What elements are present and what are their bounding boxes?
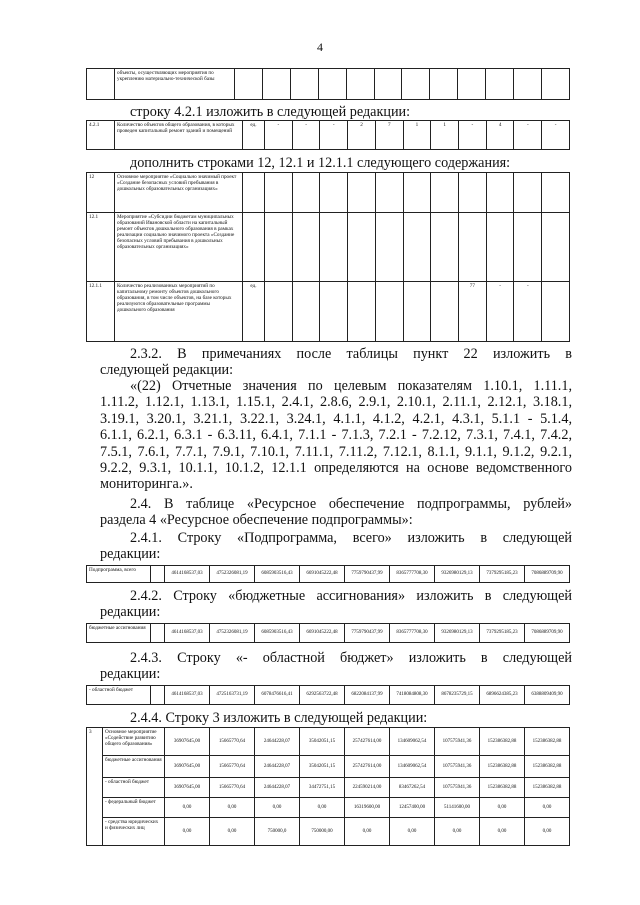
heading-421: строку 4.2.1 изложить в следующей редакции: [130, 104, 411, 120]
table-cell: 8678235729,15 [435, 686, 480, 705]
table-cell: 7086889709,90 [525, 624, 570, 643]
row-label: - областной бюджет [103, 778, 165, 798]
table-cell: 0,00 [345, 818, 390, 846]
table-cell: 77 [459, 281, 487, 341]
para-232-line-1: 2.3.2. В примечаниях после таблицы пункт 22 изложить в [130, 346, 572, 362]
table-cell: 107575941,36 [435, 728, 480, 756]
table-cell: 51141600,00 [435, 798, 480, 818]
page-number: 4 [317, 40, 323, 54]
para-22-line: 1.11.2, 1.12.1, 1.13.1, 1.15.1, 2.4.1, 2.8.6, 2.9.1, 2.10.1, 2.11.1, 2.12.1, 3.18.1, [100, 394, 572, 411]
table-cell: 257427614,00 [345, 756, 390, 778]
table-cell: 0,00 [480, 818, 525, 846]
row-number: 12 [87, 173, 115, 213]
table-subprogram-total [86, 565, 570, 583]
table-cell: 9326980129,13 [435, 566, 480, 583]
para-24 [100, 496, 572, 529]
table-cell: 6691045222,48 [300, 566, 345, 583]
table-cell: 36907645,00 [165, 756, 210, 778]
table-cell: - [486, 281, 514, 341]
table-cell: 0,00 [390, 818, 435, 846]
table-cell: 1 [431, 121, 459, 150]
table-cell: 6085903516,43 [255, 566, 300, 583]
table-cell: 7759790437,99 [345, 624, 390, 643]
para-22-line: 7.5.1, 7.6.1, 7.7.1, 7.9.1, 7.10.1, 7.11.1, 7.11.2, 7.12.1, 8.1.1, 9.1.1, 9.1.2, 9.2.1, [100, 443, 572, 460]
table-cell: 34472751,15 [300, 778, 345, 798]
table-cell: 0,00 [255, 798, 300, 818]
para-241-line-1: 2.4.1. Строку «Подпрограмма, всего» изложить в следующей [130, 530, 572, 546]
table-rows-12 [86, 172, 570, 342]
table-cell: 4752326081,19 [210, 566, 255, 583]
table-cell: 7379295185,23 [480, 566, 525, 583]
table-cell: 257427614,00 [345, 728, 390, 756]
table-cell: 36907645,00 [165, 728, 210, 756]
table-regional-budget [86, 685, 570, 705]
table-cell: 152386382,88 [525, 756, 570, 778]
row-label: - средства юридических и физических лиц [103, 818, 165, 846]
para-22-line: 6.1.1, 6.2.1, 6.3.1 - 6.3.11, 6.4.1, 7.1.1 - 7.1.3, 7.2.1 - 7.2.12, 7.3.1, 7.4.1, 7.4.2, [100, 427, 572, 444]
para-232-line-2: следующей редакции: [100, 362, 234, 379]
table-cell: 35042051,15 [300, 728, 345, 756]
table-cell: - [459, 121, 487, 150]
table-cell: - [542, 121, 570, 150]
table-cell: 83467262,54 [390, 778, 435, 798]
table-cell: - [320, 121, 348, 150]
table-cell: 8365777708,30 [390, 566, 435, 583]
para-232 [100, 346, 572, 379]
row-label: - федеральный бюджет [103, 798, 165, 818]
table-cell: 6292563722,48 [300, 686, 345, 705]
row-number: 12.1 [87, 213, 115, 281]
table-cell: 16319600,00 [345, 798, 390, 818]
table-cell: 107575941,36 [435, 756, 480, 778]
table-cell: 4752326081,19 [210, 624, 255, 643]
para-243-line-1: 2.4.3. Строку «- областной бюджет» изложить в следующей [130, 650, 572, 666]
table-cell: 750000,00 [300, 818, 345, 846]
table-cell: 7379295185,23 [480, 624, 525, 643]
table-cell: 152386382,88 [525, 728, 570, 756]
para-241 [100, 530, 572, 563]
table-cell: 12457400,00 [390, 798, 435, 818]
table-cell: 0,00 [210, 798, 255, 818]
row-unit: ед. [243, 281, 265, 341]
table-cell: 24644228,07 [255, 728, 300, 756]
table-cell: 1 [403, 121, 431, 150]
table-cell: 36907645,00 [165, 778, 210, 798]
table-cell: 0,00 [435, 818, 480, 846]
table-cell: 4614168537,03 [165, 566, 210, 583]
table-cell: 152386382,88 [480, 778, 525, 798]
row-label: - областной бюджет [87, 686, 151, 705]
table-cell: - [265, 121, 293, 150]
table-budget-allocations [86, 623, 570, 643]
table-cell: - [514, 281, 542, 341]
para-243-line-2: редакции: [100, 666, 161, 683]
table-cell: 0,00 [525, 818, 570, 846]
table-cell: 9326980129,13 [435, 624, 480, 643]
table-cell: 4614168537,03 [165, 686, 210, 705]
row-number: 12.1.1 [87, 281, 115, 341]
para-243 [100, 650, 572, 683]
table-cell: 7086889709,90 [525, 566, 570, 583]
row-label: бюджетные ассигнования [87, 624, 151, 643]
table-cell: - [292, 121, 320, 150]
row-unit: ед. [243, 121, 265, 150]
row-text: Основное мероприятие «Социально значимый проект «Создание безопасных условий пребывания в дошкольных образовательных организациях» [115, 173, 243, 213]
para-22-last-line: мониторинга.». [100, 476, 193, 493]
table-cell: 107575941,36 [435, 778, 480, 798]
table-cell: 0,00 [480, 798, 525, 818]
row-text: Мероприятие «Субсидии бюджетам муниципальных образований Ивановской области на капитальный ремонт объектов дошкольного образования в рамках реализации социально значимого проекта «Создание безопасных условий пребывания в дошкольных образовательных организациях» [115, 213, 243, 281]
para-242 [100, 588, 572, 621]
row-label: Основное мероприятие «Содействие развитию общего образования» [103, 728, 165, 756]
table-cell: 24644228,07 [255, 756, 300, 778]
table-cell: 7 [375, 121, 403, 150]
row-label: Подпрограмма, всего [87, 566, 151, 583]
table-cell: 15665770,64 [210, 756, 255, 778]
table-cell: 4 [486, 121, 514, 150]
table-cell: 15665770,64 [210, 778, 255, 798]
heading-rows-12: дополнить строками 12, 12.1 и 12.1.1 следующего содержания: [130, 155, 511, 171]
row-text: Количество объектов общего образования, в которых проведен капитальный ремонт зданий и помещений [115, 121, 243, 150]
table-cell: 7759790437,99 [345, 566, 390, 583]
row-number: 4.2.1 [87, 121, 115, 150]
table-cell: 134609062,54 [390, 756, 435, 778]
para-242-line-2: редакции: [100, 604, 161, 621]
para-241-line-2: редакции: [100, 546, 161, 563]
para-22-line: 9.2.2, 9.3.1, 10.1.1, 10.1.2, 12.1.1 определяются на основе ведомственного [100, 460, 572, 477]
para-242-line-1: 2.4.2. Строку «бюджетные ассигнования» изложить в следующей [130, 588, 572, 604]
para-22 [100, 378, 572, 493]
para-244: 2.4.4. Строку 3 изложить в следующей редакции: [130, 710, 428, 726]
table-cell: 6388809409,90 [525, 686, 570, 705]
table-fragment-top [86, 68, 570, 100]
table-row-421 [86, 120, 570, 150]
table-cell: - [514, 121, 542, 150]
table-cell: 0,00 [210, 818, 255, 846]
para-24-line-2: раздела 4 «Ресурсное обеспечение подпрограммы»: [100, 512, 413, 529]
table-cell: 4614168537,03 [165, 624, 210, 643]
table-cell: 7418084808,30 [390, 686, 435, 705]
table-cell: 134609062,54 [390, 728, 435, 756]
table-cell: 4725163731,19 [210, 686, 255, 705]
para-24-line-1: 2.4. В таблице «Ресурсное обеспечение подпрограммы, рублей» [130, 496, 572, 512]
table-cell: 750000,0 [255, 818, 300, 846]
row-text: Количество реализованных мероприятий по капитальному ремонту объектов дошкольного образования, в том числе объектов, на базе которых реализуются образовательные программы дошкольного образования [115, 281, 243, 341]
table-cell: 152386382,88 [480, 728, 525, 756]
table-cell: 8365777708,30 [390, 624, 435, 643]
row-number: 3 [87, 728, 103, 846]
table-row-3 [86, 727, 570, 846]
table-cell: 2 [348, 121, 376, 150]
table-cell: 35042051,15 [300, 756, 345, 778]
table-cell-text: объекты, осуществляющих мероприятия по укреплению материально-технической базы [115, 69, 235, 100]
para-22-line: 3.19.1, 3.20.1, 3.21.1, 3.22.1, 3.24.1, 4.1.1, 4.1.2, 4.2.1, 4.3.1, 5.1.1 - 5.1.4, [100, 410, 572, 427]
table-cell: 0,00 [165, 798, 210, 818]
table-cell: 0,00 [300, 798, 345, 818]
table-cell: 152386382,88 [480, 756, 525, 778]
table-cell: 6085903516,43 [255, 624, 300, 643]
para-22-line: «(22) Отчетные значения по целевым показателям 1.10.1, 1.11.1, [130, 378, 572, 394]
table-cell: 0,00 [165, 818, 210, 846]
table-cell: 224590214,00 [345, 778, 390, 798]
table-cell: 15665770,64 [210, 728, 255, 756]
row-label: бюджетные ассигнования [103, 756, 165, 778]
table-cell: 0,00 [525, 798, 570, 818]
table-cell: 6691045222,48 [300, 624, 345, 643]
table-cell: 152386382,88 [525, 778, 570, 798]
table-cell: 24644228,07 [255, 778, 300, 798]
table-cell: 6896624385,23 [480, 686, 525, 705]
table-cell: 6822084137,99 [345, 686, 390, 705]
table-cell: 6078476616,41 [255, 686, 300, 705]
